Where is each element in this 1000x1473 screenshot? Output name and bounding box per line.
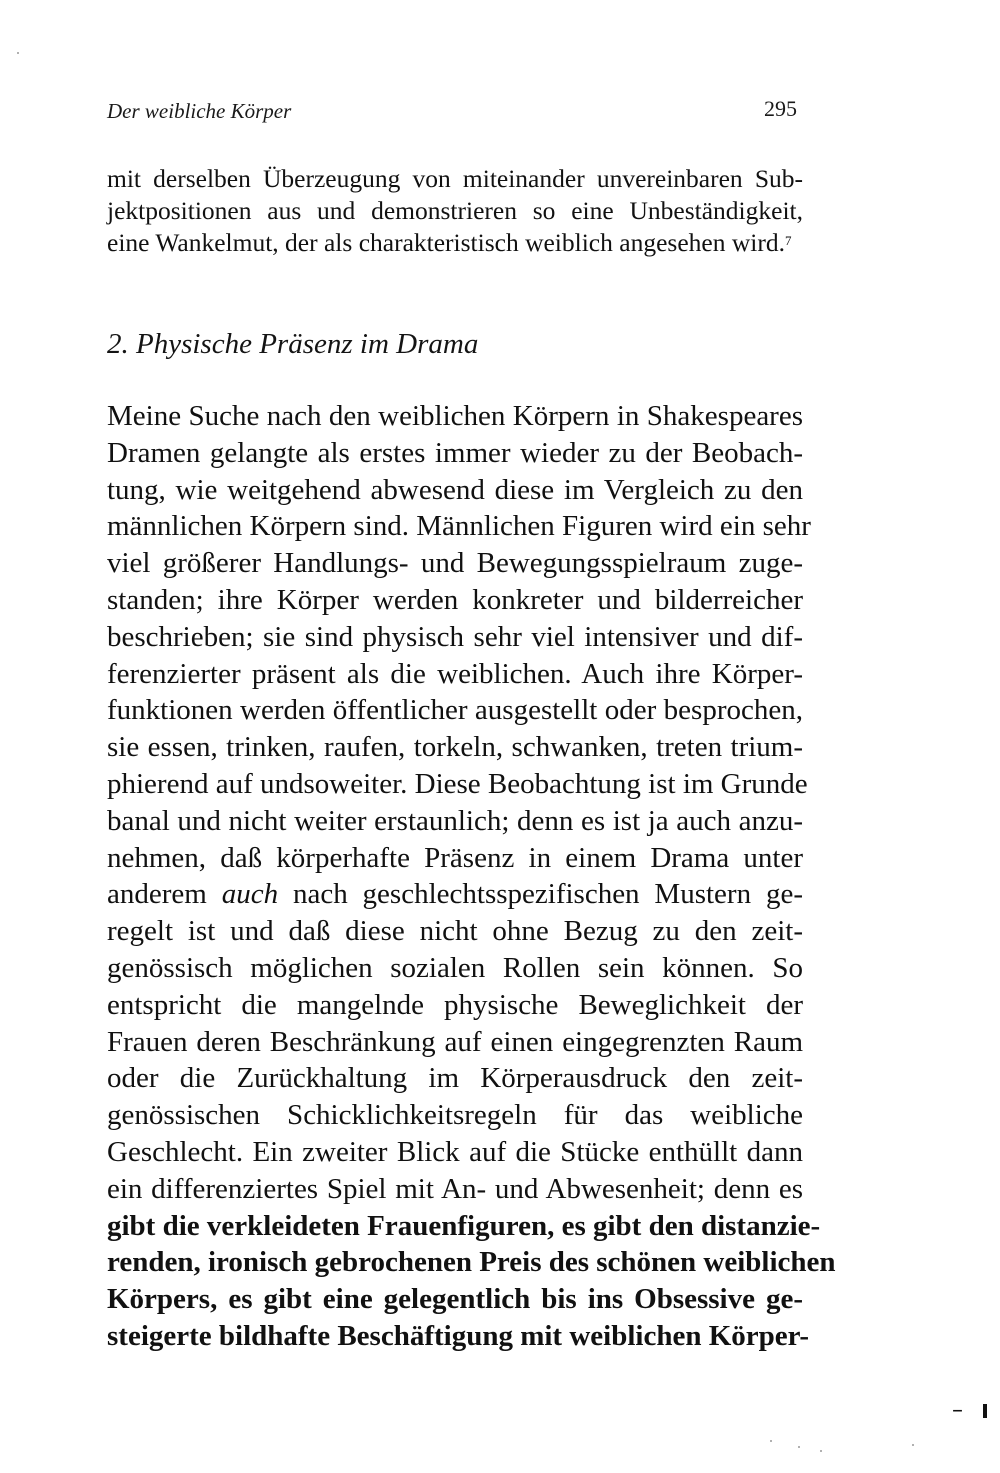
opening-line: mit derselben Überzeugung von miteinander unvereinbaren Sub- [107, 164, 803, 193]
paragraph-line: beschrieben; sie sind physisch sehr viel intensiver und dif- [107, 620, 803, 653]
paragraph-line: tung, wie weitgehend abwesend diese im Vergleich zu den [107, 473, 803, 506]
page-number: 295 [764, 96, 797, 121]
paragraph-line: viel größerer Handlungs- und Bewegungsspielraum zuge- [107, 547, 803, 580]
paragraph-line: nehmen, daß körperhafte Präsenz in einem Drama unter [107, 841, 803, 874]
opening-line-last [107, 227, 803, 259]
opening-paragraph [107, 163, 803, 259]
emphasis: auch [221, 878, 279, 911]
paragraph-line: funktionen werden öffentlicher ausgestellt oder besprochen, [107, 694, 803, 727]
paragraph-line: steigerte bildhafte Beschäftigung mit weiblichen Körper- [107, 1319, 810, 1352]
paragraph-line: Meine Suche nach den weiblichen Körpern in Shakespeares [107, 400, 803, 432]
scan-speck [820, 1450, 822, 1452]
paragraph-line: sie essen, trinken, raufen, torkeln, schwanken, treten trium- [107, 731, 803, 764]
paragraph-line: ferenzierter präsent als die weiblichen. Auch ihre Körper- [107, 657, 803, 690]
paragraph-line: genössischen Schicklichkeitsregeln für das weibliche [107, 1099, 803, 1132]
paragraph-line: anderem auch nach geschlechtsspezifischen Mustern ge- [107, 878, 803, 911]
paragraph-line: renden, ironisch gebrochenen Preis des schönen weiblichen [107, 1246, 836, 1279]
scan-speck [770, 1440, 772, 1442]
scan-edge-bar [983, 1404, 987, 1418]
scan-speck [912, 1444, 914, 1446]
paragraph-line: oder die Zurückhaltung im Körperausdruck den zeit- [107, 1062, 803, 1095]
paragraph-line: männlichen Körpern sind. Männlichen Figuren wird ein sehr [107, 510, 811, 543]
paragraph-line: Geschlecht. Ein zweiter Blick auf die Stücke enthüllt dann [107, 1135, 803, 1168]
paragraph-line: Dramen gelangte als erstes immer wieder zu der Beobach- [107, 436, 803, 469]
opening-line-text: eine Wankelmut, der als charakteristisch weiblich angesehen wird. [107, 228, 785, 257]
opening-line: jektpositionen aus und demonstrieren so eine Unbeständigkeit, [107, 196, 803, 225]
scan-edge-mark: – [952, 1398, 963, 1423]
paragraph-line: banal und nicht weiter erstaunlich; denn es ist ja auch anzu- [107, 804, 803, 837]
scan-speck [17, 52, 19, 54]
paragraph-line: entspricht die mangelnde physische Beweglichkeit der [107, 988, 803, 1021]
running-title: Der weibliche Körper [107, 99, 292, 123]
main-paragraph [107, 398, 836, 1355]
footnote-marker[interactable]: 7 [784, 233, 792, 248]
paragraph-line: regelt ist und daß diese nicht ohne Bezug zu den zeit- [107, 915, 803, 948]
paragraph-line: standen; ihre Körper werden konkreter und bilderreicher [107, 583, 803, 616]
scan-speck [798, 1446, 800, 1448]
section-heading: 2. Physische Präsenz im Drama [107, 328, 479, 360]
paragraph-line: phierend auf undsoweiter. Diese Beobachtung ist im Grunde [107, 767, 808, 800]
paragraph-line: Frauen deren Beschränkung auf einen eingegrenzten Raum [107, 1025, 803, 1058]
paragraph-line: genössisch möglichen sozialen Rollen sein können. So [107, 951, 803, 984]
paragraph-line: ein differenziertes Spiel mit An- und Abwesenheit; denn es [107, 1172, 803, 1205]
paragraph-line: gibt die verkleideten Frauenfiguren, es gibt den distanzie- [107, 1209, 821, 1242]
paragraph-line: Körpers, es gibt eine gelegentlich bis ins Obsessive ge- [107, 1283, 803, 1316]
